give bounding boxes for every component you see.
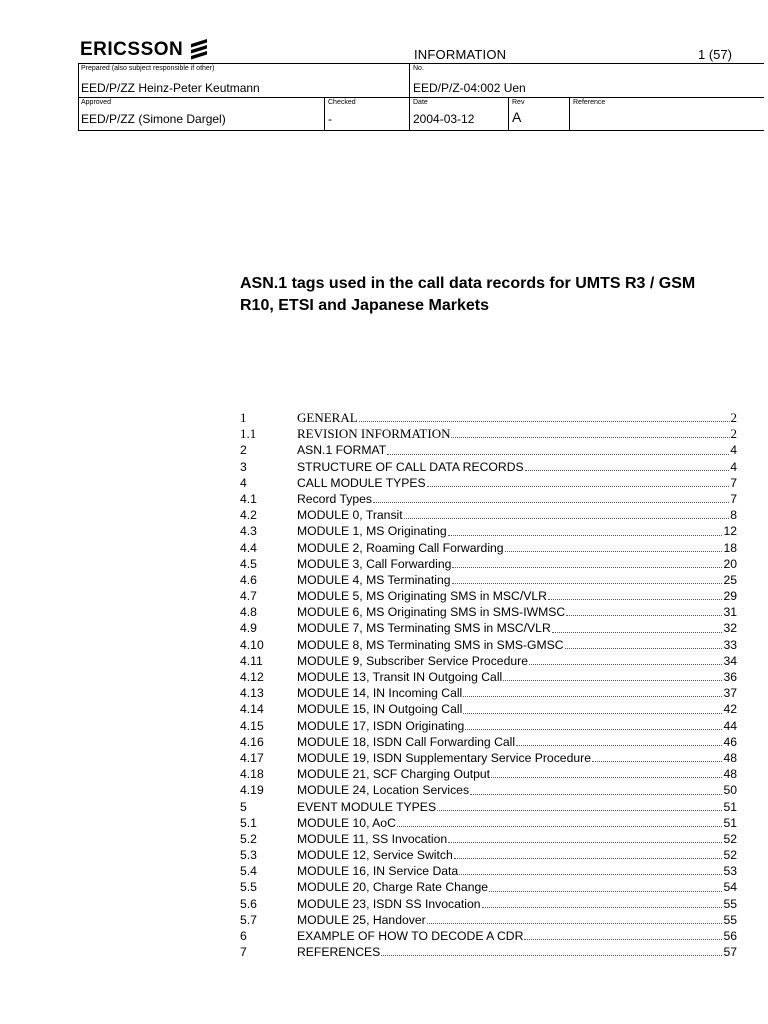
- toc-entry[interactable]: [240, 442, 737, 458]
- toc-leader-dots: [491, 777, 722, 778]
- toc-leader-dots: [459, 874, 722, 875]
- date-value: 2004-03-12: [413, 112, 475, 126]
- toc-entry-number: 5.5: [240, 880, 257, 895]
- toc-entry-title: REFERENCES: [297, 945, 381, 960]
- toc-leader-dots: [552, 632, 723, 633]
- rev-value: A: [512, 109, 522, 125]
- toc-entry-title: MODULE 1, MS Originating: [297, 524, 447, 539]
- toc-entry-page: 56: [723, 929, 737, 943]
- toc-entry[interactable]: [240, 734, 737, 750]
- toc-entry[interactable]: [240, 653, 737, 669]
- toc-entry-title: MODULE 3, Call Forwarding: [297, 556, 452, 571]
- toc-entry-title: GENERAL: [297, 410, 358, 425]
- prepared-value: EED/P/ZZ Heinz-Peter Keutmann: [81, 81, 260, 95]
- toc-leader-dots: [387, 454, 729, 455]
- approved-label: Approved: [81, 99, 111, 106]
- toc-entry[interactable]: [240, 879, 737, 895]
- toc-entry[interactable]: [240, 491, 737, 507]
- toc-entry-number: 4.10: [240, 637, 264, 652]
- toc-entry-number: 4.6: [240, 572, 257, 587]
- toc-entry-title: REVISION INFORMATION: [297, 426, 451, 442]
- toc-leader-dots: [566, 615, 722, 616]
- toc-entry-page: 2: [730, 410, 737, 425]
- toc-entry-title: MODULE 23, ISDN SS Invocation: [297, 896, 481, 911]
- toc-leader-dots: [437, 810, 722, 811]
- toc-entry[interactable]: [240, 847, 737, 863]
- toc-entry-page: 4: [730, 443, 737, 458]
- header-rule-left: [78, 63, 79, 130]
- toc-leader-dots: [505, 551, 723, 552]
- reference-label: Reference: [573, 99, 606, 106]
- toc-leader-dots: [463, 696, 722, 697]
- toc-entry[interactable]: [240, 863, 737, 879]
- page-number: 1 (57): [698, 47, 732, 62]
- toc-entry-page: 7: [730, 491, 737, 506]
- toc-entry-page: 53: [723, 864, 737, 879]
- toc-entry-title: MODULE 2, Roaming Call Forwarding: [297, 540, 504, 555]
- toc-entry[interactable]: [240, 556, 737, 572]
- toc-entry[interactable]: [240, 507, 737, 523]
- header-rule-rev: [508, 97, 509, 130]
- toc-entry-page: 54: [723, 880, 737, 895]
- document-number: EED/P/Z-04:002 Uen: [413, 81, 526, 95]
- toc-leader-dots: [516, 745, 722, 746]
- toc-entry-number: 4.5: [240, 556, 257, 571]
- toc-leader-dots: [427, 486, 730, 487]
- toc-entry-title: MODULE 19, ISDN Supplementary Service Procedure: [297, 750, 591, 765]
- toc-entry-page: 55: [723, 896, 737, 911]
- toc-entry-number: 1.1: [240, 426, 257, 442]
- toc-entry-page: 46: [723, 734, 737, 749]
- toc-entry[interactable]: [240, 944, 737, 960]
- checked-label: Checked: [328, 99, 356, 106]
- toc-entry[interactable]: [240, 588, 737, 604]
- toc-entry-number: 1: [240, 410, 247, 425]
- toc-entry-page: 52: [723, 848, 737, 863]
- toc-entry-number: 4.7: [240, 589, 257, 604]
- toc-leader-dots: [452, 583, 723, 584]
- toc-entry-page: 57: [723, 945, 737, 960]
- toc-entry-number: 4.11: [240, 653, 263, 668]
- toc-entry[interactable]: [240, 410, 737, 426]
- toc-entry-page: 51: [723, 815, 737, 830]
- toc-entry-page: 34: [723, 653, 737, 668]
- toc-entry-title: MODULE 20, Charge Rate Change: [297, 880, 489, 895]
- toc-leader-dots: [359, 421, 730, 422]
- toc-entry-title: STRUCTURE OF CALL DATA RECORDS: [297, 459, 524, 474]
- toc-entry[interactable]: [240, 928, 737, 944]
- toc-entry[interactable]: [240, 475, 737, 491]
- toc-entry[interactable]: [240, 459, 737, 475]
- toc-leader-dots: [565, 648, 723, 649]
- toc-entry-title: MODULE 24, Location Services: [297, 783, 470, 798]
- date-label: Date: [413, 99, 428, 106]
- toc-entry[interactable]: [240, 685, 737, 701]
- toc-entry-title: EVENT MODULE TYPES: [297, 799, 437, 814]
- toc-entry-page: 36: [723, 670, 737, 684]
- toc-entry[interactable]: [240, 637, 737, 653]
- toc-entry-number: 4.8: [240, 605, 257, 620]
- toc-entry-page: 7: [730, 475, 737, 490]
- toc-leader-dots: [592, 761, 722, 762]
- toc-leader-dots: [373, 502, 729, 503]
- toc-leader-dots: [503, 680, 722, 681]
- toc-entry-number: 5.7: [240, 912, 257, 927]
- toc-leader-dots: [465, 729, 722, 730]
- toc-entry[interactable]: [240, 815, 737, 831]
- toc-entry-number: 4.9: [240, 621, 257, 636]
- toc-entry-page: 31: [723, 605, 737, 620]
- toc-entry-title: MODULE 16, IN Service Data: [297, 864, 459, 879]
- toc-entry-page: 25: [723, 572, 737, 587]
- toc-entry-number: 4.19: [240, 783, 264, 798]
- toc-entry-number: 3: [240, 459, 247, 474]
- toc-entry-title: MODULE 21, SCF Charging Output: [297, 767, 491, 782]
- toc-entry[interactable]: [240, 831, 737, 847]
- toc-leader-dots: [427, 923, 723, 924]
- checked-value: -: [328, 112, 332, 126]
- toc-entry-number: 5.2: [240, 831, 257, 846]
- toc-leader-dots: [452, 567, 722, 568]
- toc-entry-title: MODULE 15, IN Outgoing Call: [297, 702, 463, 717]
- toc-entry-title: ASN.1 FORMAT: [297, 443, 387, 458]
- toc-entry-number: 4.16: [240, 734, 264, 749]
- toc-entry-title: EXAMPLE OF HOW TO DECODE A CDR: [297, 929, 524, 943]
- toc-entry-page: 12: [723, 524, 737, 539]
- toc-entry-number: 5.4: [240, 864, 257, 879]
- toc-entry-title: MODULE 18, ISDN Call Forwarding Call: [297, 734, 516, 749]
- header-rule-checked: [324, 97, 325, 130]
- toc-entry-page: 37: [723, 686, 737, 701]
- toc-entry[interactable]: [240, 799, 737, 815]
- toc-entry[interactable]: [240, 604, 737, 620]
- toc-leader-dots: [463, 713, 722, 714]
- toc-entry-number: 4.4: [240, 540, 257, 555]
- toc-entry-page: 29: [723, 589, 737, 604]
- toc-entry[interactable]: [240, 782, 737, 798]
- toc-entry-page: 51: [723, 799, 737, 814]
- toc-entry-number: 4.13: [240, 686, 264, 701]
- toc-entry-title: MODULE 14, IN Incoming Call: [297, 686, 463, 701]
- document-type: INFORMATION: [414, 47, 507, 62]
- toc-entry-number: 4.1: [240, 491, 257, 506]
- toc-entry-number: 4.14: [240, 702, 264, 717]
- toc-entry-page: 8: [730, 508, 737, 523]
- toc-entry[interactable]: [240, 572, 737, 588]
- prepared-label: Prepared (also subject responsible if other): [81, 65, 215, 72]
- toc-entry-title: MODULE 9, Subscriber Service Procedure: [297, 653, 528, 668]
- toc-entry-number: 4.3: [240, 524, 257, 539]
- toc-entry[interactable]: [240, 523, 737, 539]
- toc-entry[interactable]: [240, 426, 737, 442]
- toc-entry-title: MODULE 4, MS Terminating: [297, 572, 451, 587]
- toc-leader-dots: [448, 535, 723, 536]
- toc-entry[interactable]: [240, 669, 737, 685]
- toc-entry-title: MODULE 12, Service Switch: [297, 848, 453, 863]
- toc-entry[interactable]: [240, 766, 737, 782]
- toc-leader-dots: [451, 437, 729, 438]
- toc-entry-number: 6: [240, 929, 247, 943]
- toc-entry-title: MODULE 7, MS Terminating SMS in MSC/VLR: [297, 621, 551, 636]
- approved-value: EED/P/ZZ (Simone Dargel): [81, 112, 226, 126]
- toc-entry-title: Record Types: [297, 491, 372, 506]
- toc-entry-number: 4.12: [240, 670, 264, 684]
- header-rule-divider: [409, 63, 410, 130]
- toc-leader-dots: [448, 842, 722, 843]
- toc-entry[interactable]: [240, 540, 737, 556]
- toc-entry[interactable]: [240, 750, 737, 766]
- toc-entry-number: 4.17: [240, 750, 264, 765]
- toc-leader-dots: [454, 858, 723, 859]
- toc-leader-dots: [525, 470, 730, 471]
- toc-entry-number: 5.1: [240, 815, 257, 830]
- toc-leader-dots: [381, 955, 722, 956]
- header-rule-bottom: [78, 130, 764, 131]
- toc-entry[interactable]: [240, 620, 737, 636]
- toc-entry-page: 2: [730, 426, 737, 442]
- number-label: No.: [413, 65, 424, 72]
- toc-entry-page: 20: [723, 556, 737, 571]
- toc-entry-page: 44: [723, 718, 737, 733]
- toc-entry-number: 5.3: [240, 848, 257, 863]
- toc-entry[interactable]: [240, 718, 737, 734]
- toc-entry-title: MODULE 25, Handover: [297, 912, 426, 927]
- toc-entry-number: 2: [240, 443, 247, 458]
- brand-name: ERICSSON: [80, 38, 184, 60]
- toc-entry-title: MODULE 5, MS Originating SMS in MSC/VLR: [297, 589, 547, 604]
- toc-entry-page: 33: [723, 637, 737, 652]
- toc-leader-dots: [548, 599, 723, 600]
- header-rule-middle: [78, 97, 764, 98]
- toc-entry-title: MODULE 6, MS Originating SMS in SMS-IWMSC: [297, 605, 566, 620]
- toc-entry-page: 48: [723, 767, 737, 782]
- toc-entry-number: 4.18: [240, 767, 264, 782]
- toc-entry-title: CALL MODULE TYPES: [297, 475, 426, 490]
- toc-entry[interactable]: [240, 896, 737, 912]
- toc-leader-dots: [482, 907, 723, 908]
- toc-entry-page: 42: [723, 702, 737, 717]
- toc-leader-dots: [489, 891, 722, 892]
- ericsson-logo-icon: [189, 38, 209, 60]
- toc-entry-title: MODULE 0, Transit: [297, 508, 403, 523]
- toc-leader-dots: [397, 826, 723, 827]
- ericsson-logo: [80, 38, 209, 60]
- rev-label: Rev: [512, 99, 525, 106]
- toc-entry-page: 55: [723, 912, 737, 927]
- toc-entry-page: 18: [723, 540, 737, 555]
- document-title: ASN.1 tags used in the call data records for UMTS R3 / GSM R10, ETSI and Japanese Markets: [240, 275, 696, 314]
- toc-entry-title: MODULE 11, SS Invocation: [297, 831, 448, 846]
- toc-entry-page: 52: [723, 831, 737, 846]
- toc-entry-number: 4.2: [240, 508, 257, 523]
- toc-entry[interactable]: [240, 701, 737, 717]
- toc-entry-page: 50: [723, 783, 737, 798]
- toc-leader-dots: [404, 518, 730, 519]
- toc-leader-dots: [529, 664, 722, 665]
- table-of-contents: [240, 410, 737, 960]
- toc-entry-title: MODULE 17, ISDN Originating: [297, 718, 465, 733]
- toc-entry-number: 5: [240, 799, 247, 814]
- toc-entry-number: 4.15: [240, 718, 264, 733]
- toc-entry[interactable]: [240, 912, 737, 928]
- toc-entry-number: 7: [240, 945, 247, 960]
- toc-leader-dots: [524, 939, 722, 940]
- toc-entry-title: MODULE 10, AoC: [297, 815, 396, 830]
- toc-entry-number: 5.6: [240, 896, 257, 911]
- toc-entry-page: 48: [723, 750, 737, 765]
- toc-entry-title: MODULE 13, Transit IN Outgoing Call: [297, 670, 503, 684]
- toc-leader-dots: [470, 794, 722, 795]
- header-rule-top: [78, 63, 764, 64]
- header-rule-reference: [569, 97, 570, 130]
- toc-entry-number: 4: [240, 475, 247, 490]
- toc-entry-title: MODULE 8, MS Terminating SMS in SMS-GMSC: [297, 637, 564, 652]
- toc-entry-page: 4: [730, 459, 737, 474]
- toc-entry-page: 32: [723, 621, 737, 636]
